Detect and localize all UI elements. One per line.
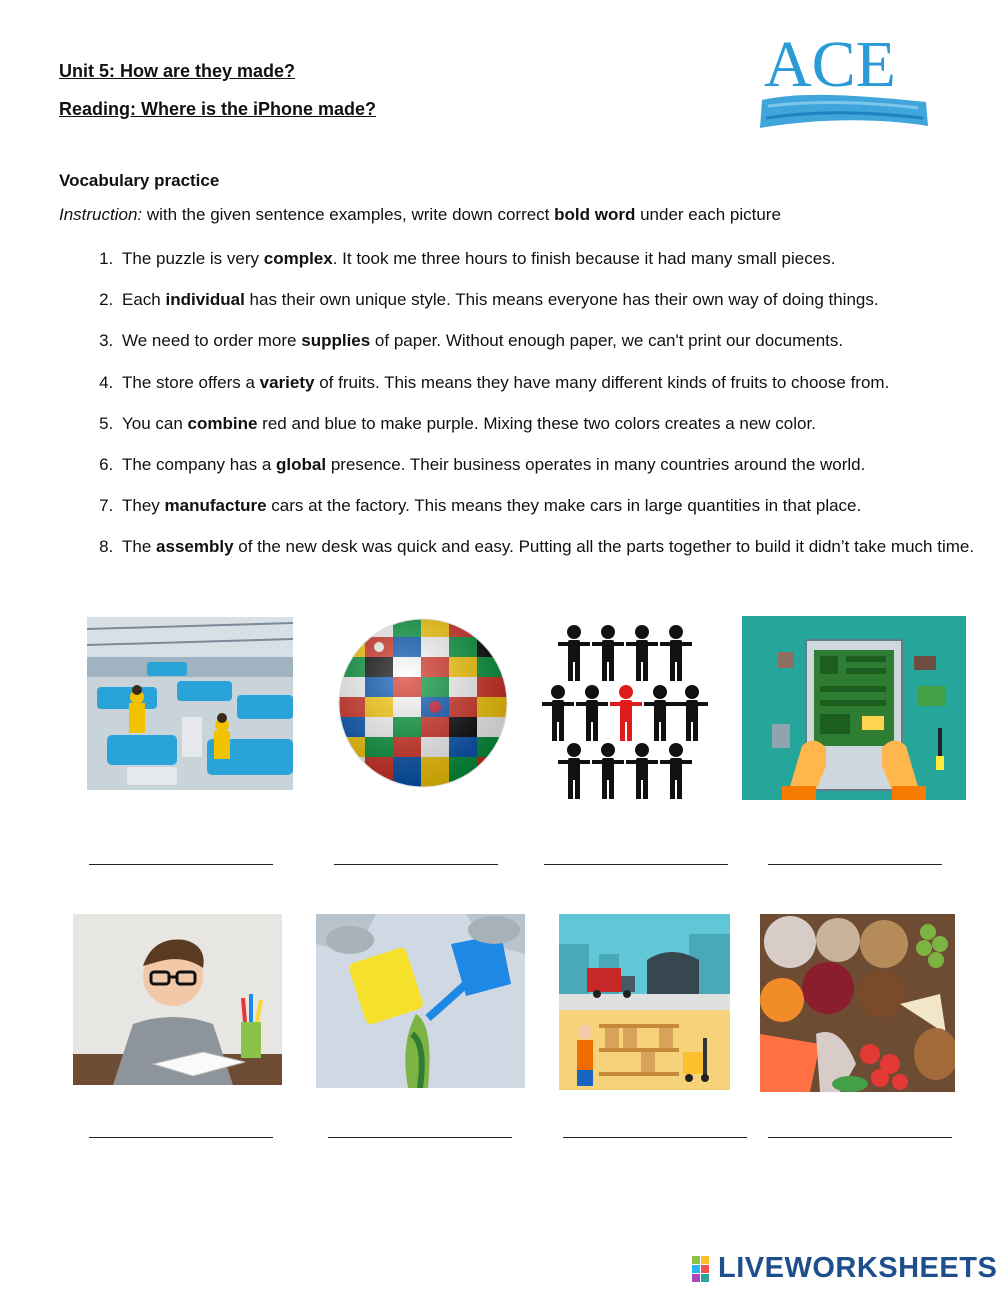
answer-field-3[interactable] <box>544 834 728 865</box>
instruction-text-2: under each picture <box>635 205 781 224</box>
answer-field-4[interactable] <box>768 834 942 865</box>
flag-globe-image <box>337 617 509 790</box>
sentence-2: 2. Each individual has their own unique style. This means everyone has their own way of doing things. <box>118 279 998 320</box>
bold-word: variety <box>259 372 315 392</box>
answer-field-6[interactable] <box>328 1107 512 1138</box>
hands-assembling-computer-image <box>742 616 966 800</box>
answer-field-8[interactable] <box>768 1107 952 1138</box>
unit-title: Unit 5: How are they made? <box>59 61 296 81</box>
ace-logo-text: ACE <box>764 28 896 101</box>
vocab-heading: Vocabulary practice <box>59 171 220 190</box>
liveworksheets-logo <box>692 1252 997 1285</box>
answer-field-1[interactable] <box>89 834 273 865</box>
mixing-liquids-photo <box>316 914 525 1088</box>
individual-people-icon <box>540 620 710 802</box>
answer-field-2[interactable] <box>334 834 498 865</box>
food-variety-photo <box>760 914 955 1092</box>
factory-workers-photo <box>87 617 293 790</box>
boy-studying-photo <box>73 914 282 1085</box>
answer-field-7[interactable] <box>563 1107 747 1138</box>
bold-word: assembly <box>156 537 234 557</box>
instruction-text-1: with the given sentence examples, write down correct <box>142 205 555 224</box>
answer-field-5[interactable] <box>89 1107 273 1138</box>
instruction <box>59 205 781 225</box>
bold-word: global <box>276 455 327 475</box>
warehouse-supplies-image <box>559 914 730 1090</box>
sentence-1: 1. The puzzle is very complex. It took me three hours to finish because it had many small pieces. <box>118 238 998 279</box>
sentence-3: 3. We need to order more supplies of paper. Without enough paper, we can't print our documents. <box>118 320 998 361</box>
liveworksheets-icon <box>692 1256 718 1282</box>
instruction-bold: bold word <box>554 205 636 224</box>
sentence-7: 7. They manufacture cars at the factory. This means they make cars in large quantities in that place. <box>118 485 998 526</box>
bold-word: manufacture <box>164 496 267 516</box>
ace-logo <box>758 22 933 134</box>
bold-word: supplies <box>301 331 371 351</box>
bold-word: complex <box>263 249 333 268</box>
liveworksheets-brand: LIVEWORKSHEETS <box>718 1252 998 1284</box>
sentence-5: 5. You can combine red and blue to make purple. Mixing these two colors creates a new color. <box>118 403 998 444</box>
reading-title: Reading: Where is the iPhone made? <box>59 99 377 119</box>
bold-word: individual <box>165 290 245 310</box>
instruction-label: Instruction: <box>59 205 143 224</box>
sentence-list <box>78 238 998 568</box>
bold-word: combine <box>187 413 258 433</box>
sentence-4: 4. The store offers a variety of fruits. This means they have many different kinds of fruits to choose from. <box>118 362 998 403</box>
sentence-6: 6. The company has a global presence. Their business operates in many countries around the world. <box>118 444 998 485</box>
sentence-8: 8. The assembly of the new desk was quick and easy. Putting all the parts together to build it didn’t take much time. <box>118 526 998 567</box>
